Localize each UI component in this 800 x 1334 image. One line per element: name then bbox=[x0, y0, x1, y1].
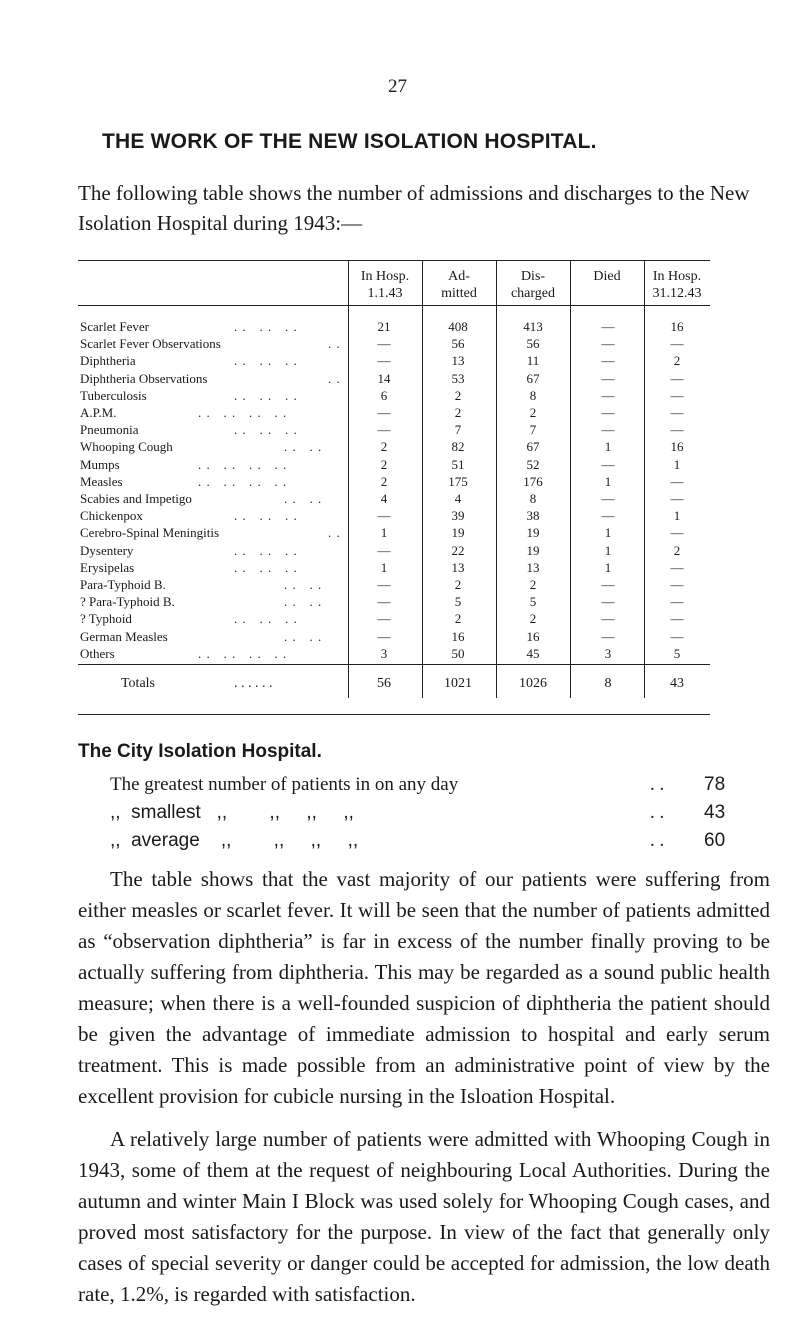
table-cell: 11 bbox=[526, 353, 540, 369]
stat-value: 43 bbox=[704, 802, 726, 823]
table-cell: 2 bbox=[380, 473, 388, 489]
stat-row bbox=[110, 774, 726, 802]
table-cell: 8 bbox=[529, 387, 537, 403]
table-row bbox=[78, 335, 710, 352]
table-cell: 16 bbox=[451, 628, 465, 644]
table-cell: — bbox=[670, 336, 684, 352]
table-cell: 13 bbox=[451, 559, 465, 575]
totals-cell: 1021 bbox=[444, 676, 472, 691]
table-cell: — bbox=[601, 456, 615, 472]
totals-cell: 56 bbox=[377, 676, 391, 691]
table-row bbox=[78, 542, 710, 559]
table-cell: 1 bbox=[380, 525, 388, 541]
table-row bbox=[78, 370, 710, 387]
table-row bbox=[78, 438, 710, 455]
table-cell: 53 bbox=[451, 370, 465, 386]
totals-row bbox=[78, 673, 710, 695]
header-line: In Hosp. bbox=[652, 269, 702, 284]
table-row bbox=[78, 490, 710, 507]
table-cell: 176 bbox=[523, 473, 543, 489]
table-cell: — bbox=[377, 422, 391, 438]
table-cell: — bbox=[377, 611, 391, 627]
table-cell: — bbox=[601, 405, 615, 420]
row-dots: . . . . . . bbox=[234, 508, 298, 524]
row-dots: . . . . bbox=[284, 628, 323, 644]
table-cell: 1 bbox=[673, 508, 681, 524]
table-cell: — bbox=[670, 525, 684, 541]
row-label: Erysipelas bbox=[80, 559, 135, 575]
table-rule-bottom bbox=[78, 714, 710, 715]
row-label: Dysentery bbox=[80, 542, 134, 558]
table-cell: — bbox=[670, 491, 684, 506]
table-cell: 14 bbox=[377, 370, 391, 386]
table-cell: — bbox=[377, 594, 391, 610]
column-header-in-hosp-end bbox=[644, 268, 710, 302]
table-cell: — bbox=[601, 508, 615, 524]
table-cell: 175 bbox=[448, 473, 468, 489]
table-cell: 8 bbox=[529, 491, 537, 506]
table-cell: 2 bbox=[454, 387, 462, 403]
row-label: Diphtheria bbox=[80, 353, 136, 369]
table-cell: 2 bbox=[380, 456, 388, 472]
stat-text: The greatest number of patients in on any day bbox=[110, 774, 459, 795]
row-label: ? Para-Typhoid B. bbox=[80, 594, 175, 610]
table-cell: 50 bbox=[451, 645, 465, 661]
table-cell: 1 bbox=[380, 559, 388, 575]
row-label: Tuberculosis bbox=[80, 387, 147, 403]
header-line: Died bbox=[593, 269, 621, 284]
table-cell: — bbox=[670, 422, 684, 438]
column-header-died bbox=[570, 268, 644, 285]
table-cell: 1 bbox=[604, 473, 612, 489]
stat-row bbox=[110, 830, 726, 858]
table-cell: 5 bbox=[454, 594, 462, 610]
section-heading: The City Isolation Hospital. bbox=[78, 741, 322, 762]
intro-text: The following table shows the number of admissions and discharges to the New Isolation Hospital during 1943:— bbox=[78, 181, 750, 235]
table-cell: 19 bbox=[526, 542, 540, 558]
totals-cell: 43 bbox=[670, 676, 684, 691]
table-row bbox=[78, 352, 710, 369]
row-dots: . . . . bbox=[284, 439, 323, 455]
stat-value: 78 bbox=[704, 774, 726, 795]
table-cell: 408 bbox=[448, 319, 468, 334]
table-cell: 2 bbox=[673, 353, 681, 369]
paragraph: The table shows that the vast majority of our patients were suffering from either measles or scarlet fever. It will be seen that the number of patients admitted as “observation diphtheria” is far in excess of the number finally proving to be actually suffering from diphtheria. This may be regarded as a sound public health measure; when there is a well-founded suspicion of diphtheria the patient should be given the advantage of immediate admission to hospital and early serum treatment. This is made possible from an administrative point of view by the excellent provision for cubicle nursing in the Isloation Hospital. bbox=[78, 867, 770, 1108]
row-dots: . . bbox=[328, 370, 341, 386]
table-row bbox=[78, 456, 710, 473]
table-cell: 1 bbox=[604, 559, 612, 575]
row-label: Pneumonia bbox=[80, 422, 139, 438]
table-cell: 56 bbox=[526, 336, 540, 352]
table-cell: 21 bbox=[377, 319, 391, 334]
table-cell: 6 bbox=[380, 387, 388, 403]
table-cell: — bbox=[601, 336, 615, 352]
row-dots: . . . . . . . . bbox=[198, 645, 288, 661]
row-label: Scabies and Impetigo bbox=[80, 491, 192, 506]
row-dots: . . . . bbox=[284, 577, 323, 592]
row-label: Cerebro-Spinal Meningitis bbox=[80, 525, 220, 541]
table-cell: — bbox=[670, 370, 684, 386]
table-row bbox=[78, 559, 710, 576]
row-dots: . . bbox=[328, 336, 341, 352]
row-label: German Measles bbox=[80, 628, 168, 644]
table-row bbox=[78, 593, 710, 610]
row-dots: . . . . . . bbox=[234, 387, 298, 403]
table-cell: 413 bbox=[523, 319, 543, 334]
stat-dots: . . bbox=[650, 830, 665, 851]
table-cell: — bbox=[601, 319, 615, 334]
table-cell: 4 bbox=[380, 491, 388, 506]
table-cell: — bbox=[670, 611, 684, 627]
table-cell: — bbox=[670, 594, 684, 610]
body-text bbox=[78, 864, 770, 1310]
table-cell: 16 bbox=[670, 439, 684, 455]
table-cell: — bbox=[377, 628, 391, 644]
table-row bbox=[78, 421, 710, 438]
table-cell: — bbox=[601, 628, 615, 644]
table-cell: — bbox=[601, 577, 615, 592]
table-cell: 2 bbox=[529, 405, 537, 420]
header-line: Dis- bbox=[520, 269, 546, 284]
header-line: 1.1.43 bbox=[367, 286, 403, 301]
table-cell: 67 bbox=[526, 370, 540, 386]
table-cell: 13 bbox=[451, 353, 465, 369]
row-label: A.P.M. bbox=[80, 405, 117, 420]
header-line: In Hosp. bbox=[360, 269, 410, 284]
table-cell: 38 bbox=[526, 508, 540, 524]
table-cell: 67 bbox=[526, 439, 540, 455]
table-cell: 2 bbox=[673, 542, 681, 558]
table-cell: 1 bbox=[604, 525, 612, 541]
table-cell: — bbox=[377, 508, 391, 524]
stat-dots: . . bbox=[650, 774, 665, 795]
table-cell: — bbox=[601, 370, 615, 386]
row-dots: . . . . . . bbox=[234, 353, 298, 369]
row-dots: . . . . . . . . bbox=[198, 473, 288, 489]
table-cell: 5 bbox=[529, 594, 537, 610]
stat-dots: . . bbox=[650, 802, 665, 823]
table-cell: — bbox=[601, 353, 615, 369]
header-line: Ad- bbox=[448, 269, 470, 284]
stat-text: ,, smallest ,, ,, ,, ,, bbox=[110, 802, 354, 823]
row-label: Mumps bbox=[80, 456, 120, 472]
row-label: Measles bbox=[80, 473, 123, 489]
table-cell: 82 bbox=[451, 439, 465, 455]
table-row bbox=[78, 524, 710, 541]
stat-row bbox=[110, 802, 726, 830]
table-cell: 1 bbox=[673, 456, 681, 472]
row-dots: . . . . . . . . bbox=[198, 405, 288, 420]
row-dots: . . bbox=[328, 525, 341, 541]
row-dots: . . . . bbox=[284, 594, 323, 610]
table-row bbox=[78, 387, 710, 404]
header-line: mitted bbox=[441, 286, 477, 301]
paragraph: A relatively large number of patients were admitted with Whooping Cough in 1943, some of them at the request of neighbouring Local Authorities. During the autumn and winter Main I Block was used solely for Whooping Cough cases, and proved most satisfactory for the purpose. In view of the fact that generally only cases of special severity or danger could be accepted for admission, the low death rate, 1.2%, is regarded with satisfaction. bbox=[78, 1127, 770, 1306]
table-cell: — bbox=[670, 473, 684, 489]
column-header-admitted bbox=[422, 268, 496, 302]
totals-cell: 1026 bbox=[519, 676, 547, 691]
table-cell: 7 bbox=[454, 422, 462, 438]
table-cell: 2 bbox=[454, 405, 462, 420]
table-row bbox=[78, 645, 710, 662]
table-row bbox=[78, 507, 710, 524]
page-number: 27 bbox=[388, 76, 407, 97]
table-row bbox=[78, 404, 710, 421]
totals-dots: . . . . . . bbox=[234, 676, 273, 691]
table-cell: — bbox=[670, 405, 684, 420]
table-cell: 52 bbox=[526, 456, 540, 472]
table-cell: — bbox=[377, 577, 391, 592]
table-cell: 2 bbox=[529, 611, 537, 627]
table-cell: 3 bbox=[604, 645, 612, 661]
table-row bbox=[78, 576, 710, 593]
table-cell: 19 bbox=[451, 525, 465, 541]
table-rule-header bbox=[78, 305, 710, 306]
stat-text: ,, average ,, ,, ,, ,, bbox=[110, 830, 359, 851]
table-cell: — bbox=[377, 353, 391, 369]
table-cell: 45 bbox=[526, 645, 540, 661]
table-cell: — bbox=[670, 577, 684, 592]
table-cell: 16 bbox=[670, 319, 684, 334]
row-dots: . . . . . . . . bbox=[198, 456, 288, 472]
admissions-table bbox=[78, 260, 710, 715]
table-cell: — bbox=[377, 336, 391, 352]
column-header-in-hosp-start bbox=[348, 268, 422, 302]
row-label: Diphtheria Observations bbox=[80, 370, 208, 386]
table-cell: 16 bbox=[526, 628, 540, 644]
table-cell: 2 bbox=[454, 611, 462, 627]
table-cell: 3 bbox=[380, 645, 388, 661]
table-cell: 56 bbox=[451, 336, 465, 352]
page-title: THE WORK OF THE NEW ISOLATION HOSPITAL. bbox=[102, 130, 597, 153]
row-label: Others bbox=[80, 645, 115, 661]
table-cell: 1 bbox=[604, 542, 612, 558]
row-dots: . . . . bbox=[284, 491, 323, 506]
row-dots: . . . . . . bbox=[234, 542, 298, 558]
row-label: Scarlet Fever bbox=[80, 319, 149, 334]
table-row bbox=[78, 318, 710, 335]
row-label: Chickenpox bbox=[80, 508, 143, 524]
row-label: Whooping Cough bbox=[80, 439, 173, 455]
table-cell: 19 bbox=[526, 525, 540, 541]
table-cell: — bbox=[601, 491, 615, 506]
row-dots: . . . . . . bbox=[234, 611, 298, 627]
table-cell: — bbox=[670, 628, 684, 644]
row-label: ? Typhoid bbox=[80, 611, 132, 627]
stat-value: 60 bbox=[704, 830, 726, 851]
table-cell: — bbox=[377, 405, 391, 420]
table-cell: — bbox=[670, 559, 684, 575]
totals-cell: 8 bbox=[604, 676, 612, 691]
table-cell: 5 bbox=[673, 645, 681, 661]
table-cell: — bbox=[601, 594, 615, 610]
table-cell: 22 bbox=[451, 542, 465, 558]
row-dots: . . . . . . bbox=[234, 559, 298, 575]
table-row bbox=[78, 473, 710, 490]
table-cell: 7 bbox=[529, 422, 537, 438]
table-cell: — bbox=[377, 542, 391, 558]
table-cell: 4 bbox=[454, 491, 462, 506]
table-cell: 2 bbox=[454, 577, 462, 592]
table-row bbox=[78, 628, 710, 645]
table-cell: 39 bbox=[451, 508, 465, 524]
table-cell: 51 bbox=[451, 456, 465, 472]
header-line: charged bbox=[510, 286, 556, 301]
totals-label: Totals bbox=[120, 676, 155, 691]
table-row bbox=[78, 610, 710, 627]
table-cell: — bbox=[601, 387, 615, 403]
table-cell: — bbox=[601, 422, 615, 438]
row-dots: . . . . . . bbox=[234, 319, 298, 334]
table-cell: — bbox=[601, 611, 615, 627]
column-header-discharged bbox=[496, 268, 570, 302]
row-dots: . . . . . . bbox=[234, 422, 298, 438]
intro-paragraph bbox=[78, 178, 768, 238]
table-rule-top bbox=[78, 260, 710, 261]
header-line: 31.12.43 bbox=[652, 286, 702, 301]
table-rule-totals bbox=[78, 664, 710, 665]
table-cell: 13 bbox=[526, 559, 540, 575]
table-cell: — bbox=[670, 387, 684, 403]
table-cell: 2 bbox=[380, 439, 388, 455]
table-cell: 1 bbox=[604, 439, 612, 455]
row-label: Scarlet Fever Observations bbox=[80, 336, 221, 352]
row-label: Para-Typhoid B. bbox=[80, 577, 166, 592]
table-cell: 2 bbox=[529, 577, 537, 592]
